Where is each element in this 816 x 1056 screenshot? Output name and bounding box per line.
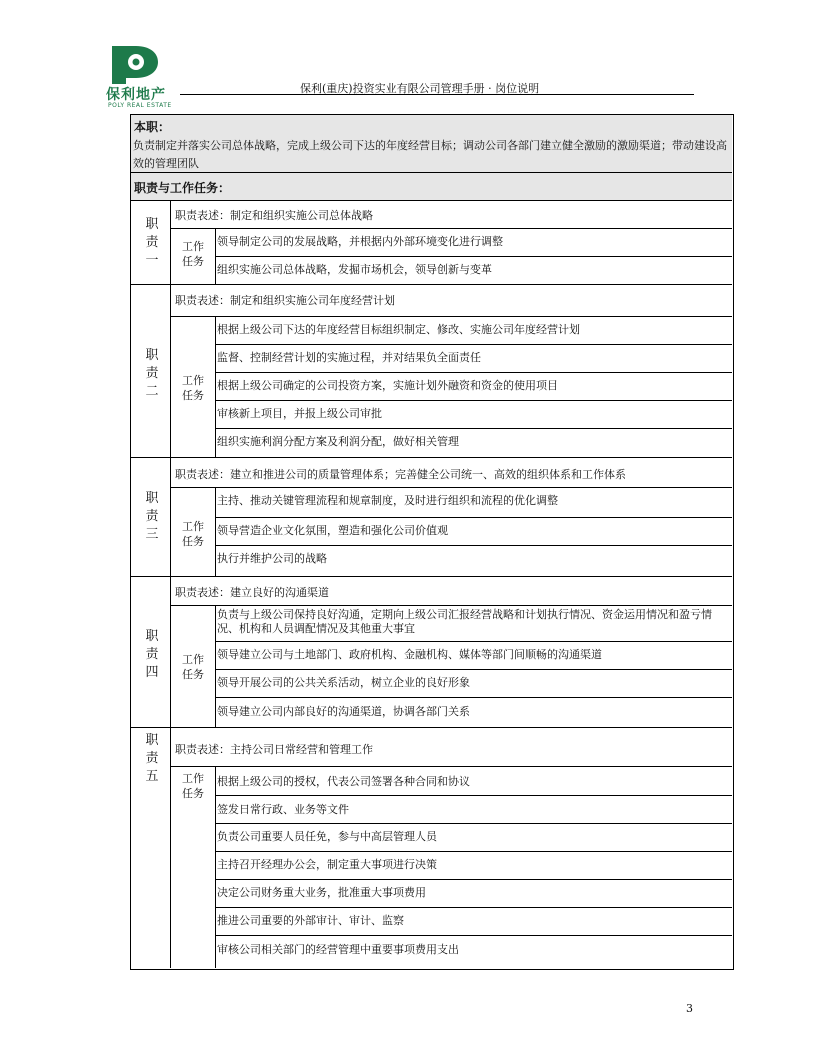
duty-label: 职 责 五 — [145, 733, 159, 784]
task-item: 执行并维护公司的战略 — [217, 552, 327, 565]
task-label: 工作 任务 — [182, 374, 204, 402]
task-label: 工作 任务 — [182, 772, 204, 800]
duty-label: 职 责 一 — [145, 217, 159, 268]
logo-chinese: 保利地产 — [106, 87, 166, 103]
task-item: 监督、控制经营计划的实施过程，并对结果负全面责任 — [217, 351, 481, 364]
header-rule — [180, 94, 694, 95]
summary-label: 本职： — [134, 120, 171, 134]
task-item: 组织实施利润分配方案及利润分配，做好相关管理 — [217, 435, 459, 448]
summary-text: 负责制定并落实公司总体战略，完成上级公司下达的年度经营目标；调动公司各部门建立健全激励的激励渠道；带动建设高效的管理团队 — [133, 139, 727, 170]
task-item: 领导建立公司与土地部门、政府机构、金融机构、媒体等部门间顺畅的沟通渠道 — [217, 648, 602, 661]
task-item: 组织实施公司总体战略，发掘市场机会，领导创新与变革 — [217, 263, 492, 276]
task-item: 领导建立公司内部良好的沟通渠道，协调各部门关系 — [217, 705, 470, 718]
task-item: 签发日常行政、业务等文件 — [217, 803, 349, 816]
task-item: 根据上级公司的授权，代表公司签署各种合同和协议 — [217, 775, 470, 788]
task-label: 工作 任务 — [182, 520, 204, 548]
duty-description: 职责表述：建立和推进公司的质量管理体系；完善健全公司统一、高效的组织体系和工作体系 — [175, 468, 626, 481]
duty-description: 职责表述：制定和组织实施公司总体战略 — [175, 209, 373, 222]
duties-label: 职责与工作任务： — [134, 181, 231, 195]
document-header-title: 保利(重庆)投资实业有限公司管理手册 · 岗位说明 — [300, 82, 540, 95]
duty-label: 职 责 四 — [145, 629, 159, 680]
task-item: 领导营造企业文化氛围，塑造和强化公司价值观 — [217, 524, 448, 537]
duty-label: 职 责 二 — [145, 348, 159, 399]
task-item: 负责与上级公司保持良好沟通，定期向上级公司汇报经营战略和计划执行情况、资金运用情况和盈亏情况、机构和人员调配情况及其他重大事宜 — [217, 608, 712, 635]
task-label: 工作 任务 — [182, 653, 204, 681]
task-item: 负责公司重要人员任免，参与中高层管理人员 — [217, 830, 437, 843]
task-item: 领导开展公司的公共关系活动，树立企业的良好形象 — [217, 676, 470, 689]
task-label: 工作 任务 — [182, 240, 204, 268]
logo-english: POLY REAL ESTATE — [108, 102, 172, 109]
task-item: 主持召开经理办公会，制定重大事项进行决策 — [217, 858, 437, 871]
duty-description: 职责表述：制定和组织实施公司年度经营计划 — [175, 294, 395, 307]
task-item: 审核新上项目，并报上级公司审批 — [217, 407, 382, 420]
task-item: 主持、推动关键管理流程和规章制度，及时进行组织和流程的优化调整 — [217, 494, 558, 507]
task-item: 决定公司财务重大业务，批准重大事项费用 — [217, 886, 426, 899]
task-item: 审核公司相关部门的经营管理中重要事项费用支出 — [217, 943, 459, 956]
logo-mark-icon — [106, 44, 166, 86]
task-item: 根据上级公司下达的年度经营目标组织制定、修改、实施公司年度经营计划 — [217, 323, 580, 336]
duty-description: 职责表述：主持公司日常经营和管理工作 — [175, 743, 373, 756]
page-number: 3 — [686, 1002, 693, 1015]
task-item: 根据上级公司确定的公司投资方案，实施计划外融资和资金的使用项目 — [217, 379, 558, 392]
company-logo — [106, 44, 186, 116]
duty-label: 职 责 三 — [145, 491, 159, 542]
task-item: 领导制定公司的发展战略，并根据内外部环境变化进行调整 — [217, 235, 503, 248]
duty-description: 职责表述：建立良好的沟通渠道 — [175, 586, 329, 599]
task-item: 推进公司重要的外部审计、审计、监察 — [217, 914, 404, 927]
job-description-table — [130, 114, 734, 970]
